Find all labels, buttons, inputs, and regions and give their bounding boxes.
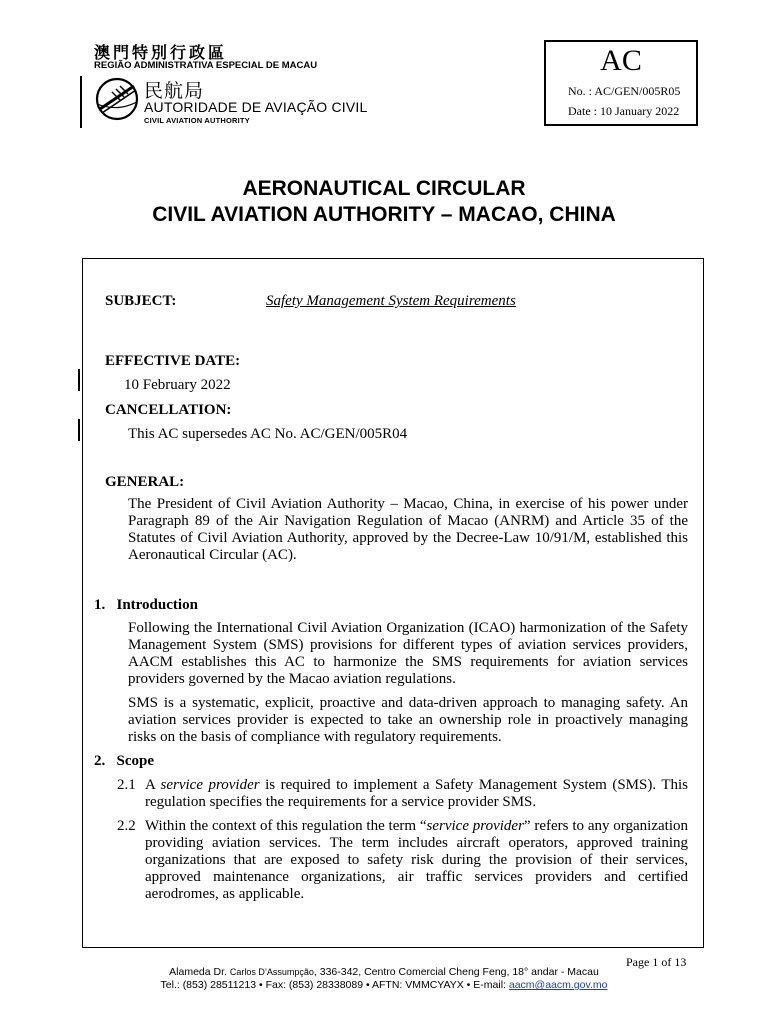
page-number: Page 1 of 13 xyxy=(626,955,687,969)
authority-name-english: CIVIL AVIATION AUTHORITY xyxy=(144,116,250,125)
section-1-heading: 1. Introduction xyxy=(94,597,198,613)
item-2-2-number: 2.2 xyxy=(117,818,136,834)
footer-email-link[interactable]: aacm@aacm.gov.mo xyxy=(508,979,608,991)
section-1-paragraph-2 xyxy=(128,695,688,746)
item-2-1-text-pre: A xyxy=(145,777,161,793)
ac-date: Date : 10 January 2022 xyxy=(568,104,680,118)
region-name-portuguese: REGIÃO ADMINISTRATIVA ESPECIAL DE MACAU xyxy=(94,60,318,71)
general-label: GENERAL: xyxy=(105,474,185,490)
document-subtitle: CIVIL AVIATION AUTHORITY – MACAO, CHINA xyxy=(152,203,616,226)
general-paragraph xyxy=(128,496,688,564)
footer-contacts xyxy=(0,979,768,991)
item-2-2-text-pre: Within the context of this regulation the term “ xyxy=(145,818,427,834)
logo-divider xyxy=(80,76,82,128)
authority-logo-block xyxy=(90,40,390,130)
section-1-paragraph-1 xyxy=(128,620,688,688)
cancellation-label: CANCELLATION: xyxy=(105,402,232,418)
effective-date-label: EFFECTIVE DATE: xyxy=(105,353,241,369)
section-1-text-2: SMS is a systematic, explicit, proactive and data-driven approach to managing safety. An aviation services provider is expected to take an ownership role in proactively managing risks on the basis of compliance with regulatory requirements. xyxy=(128,695,688,745)
footer-contacts-text: Tel.: (853) 28511213 • Fax: (853) 28338089 • AFTN: VMMCYAYX • E-mail: xyxy=(160,979,509,991)
region-name-chinese: 澳門特別行政區 xyxy=(94,43,228,62)
subject-value: Safety Management System Requirements xyxy=(266,293,516,309)
section-2-heading: 2. Scope xyxy=(94,753,154,769)
cancellation-value: This AC supersedes AC No. AC/GEN/005R04 xyxy=(128,426,408,442)
aviation-emblem-icon xyxy=(94,76,140,122)
footer-address xyxy=(0,966,768,978)
footer-address-name: Carlos D’Assumpção xyxy=(229,967,314,977)
revision-change-bar xyxy=(78,419,80,441)
ac-number: No. : AC/GEN/005R05 xyxy=(568,84,681,98)
ac-box-title: AC xyxy=(600,44,642,77)
effective-date-value: 10 February 2022 xyxy=(124,377,231,393)
footer-address-pre: Alameda Dr. xyxy=(169,966,230,978)
item-2-1-paragraph xyxy=(145,777,688,811)
item-2-1-text-post: is required to implement a Safety Management System (SMS). This regulation specifies the requirements for a service provider SMS. xyxy=(145,777,688,810)
item-2-1-number: 2.1 xyxy=(117,777,136,793)
document-title: AERONAUTICAL CIRCULAR xyxy=(242,177,526,200)
general-text: The President of Civil Aviation Authority – Macao, China, in exercise of his power under Paragraph 89 of the Air Navigation Regulation of Macao (ANRM) and Article 35 of the Statutes of Civil Aviation Authority, approved by the Decree-Law 10/91/M, established this Aeronautical Circular (AC). xyxy=(128,496,688,563)
authority-name-portuguese: AUTORIDADE DE AVIAÇÃO CIVIL xyxy=(144,99,368,115)
footer-address-post: , 336-342, Centro Comercial Cheng Feng, 18° andar - Macau xyxy=(313,966,599,978)
item-2-2-text-post: ” refers to any organization providing aviation services. The term includes aircraft operators, approved training organizations that are exposed to safety risk during the provision of their services, approved maintenance organizations, air traffic services providers and certified aerodromes, as applicable. xyxy=(145,818,688,902)
revision-change-bar xyxy=(78,369,80,391)
item-2-2-term: service provider xyxy=(426,818,524,834)
authority-name-chinese: 民航局 xyxy=(144,80,205,102)
section-1-text-1: Following the International Civil Aviation Organization (ICAO) harmonization of the Safety Management System (SMS) provisions for different types of aviation services providers, AACM establishes this AC to harmonize the SMS requirements for aviation services providers governed by the Macao aviation regulations. xyxy=(128,620,688,687)
subject-label: SUBJECT: xyxy=(105,293,177,309)
item-2-2-paragraph xyxy=(145,818,688,903)
ac-reference-box xyxy=(544,40,698,126)
item-2-1-term: service provider xyxy=(160,777,260,793)
